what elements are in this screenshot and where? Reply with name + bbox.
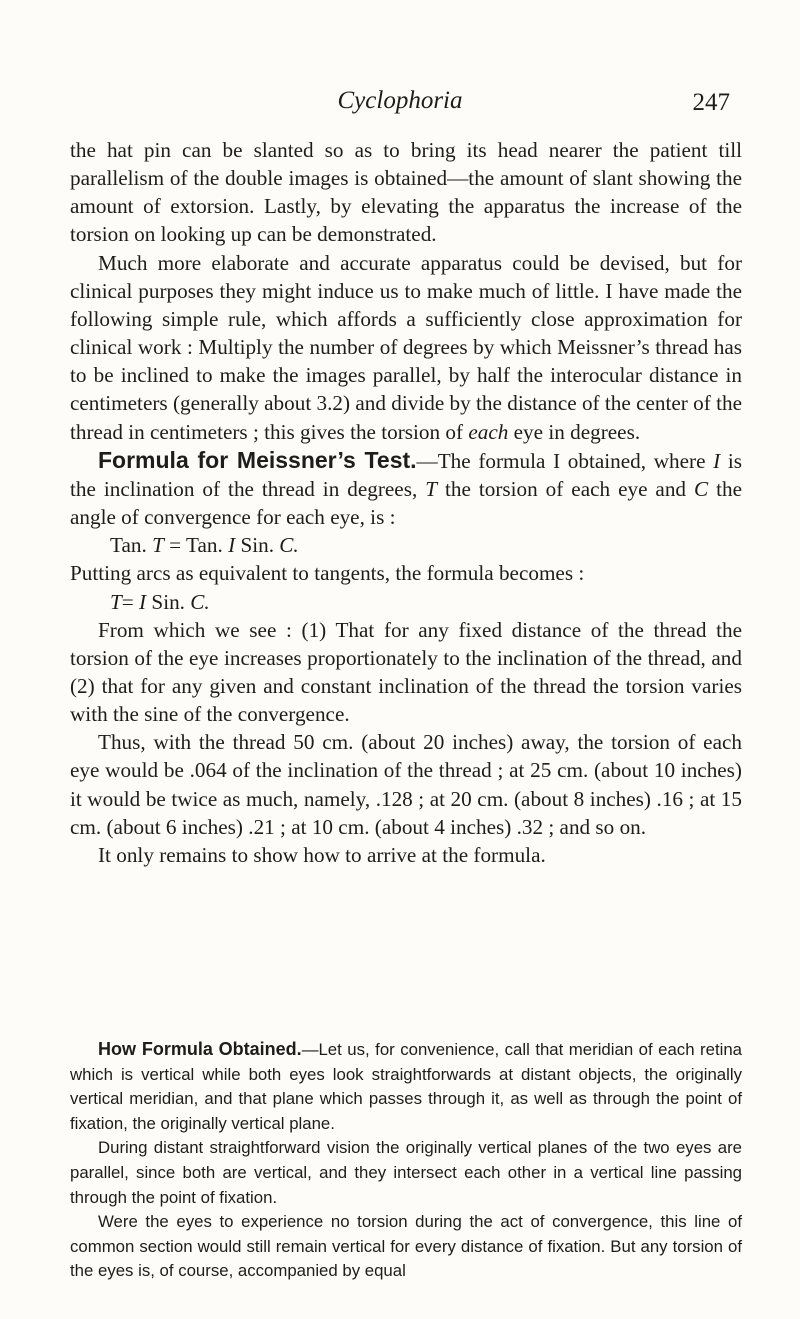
- paragraph-5: From which we see : (1) That for any fixed distance of the thread the torsion of the eye increases proportionately to the inclination of the thread, and (2) that for any given and constant inclination of the thread the torsion varies with the sine of the convergence.: [70, 617, 742, 727]
- small-paragraph-1: [70, 1037, 742, 1136]
- running-head: [0, 84, 800, 120]
- small-print-section: [70, 1037, 742, 1284]
- formula-2-I: I: [139, 589, 147, 614]
- how-obtained-heading: How Formula Obtained.: [98, 1039, 302, 1059]
- small-paragraph-1-text: —Let us, for convenience, call that meridian of each retina which is vertical while both eyes look straightforwards at distant objects, the originally vertical meridian, and that plane which passes through it, as well as through the point of fixation, the originally vertical plane.: [70, 1040, 743, 1133]
- paragraph-2: [70, 249, 742, 446]
- formula-1-equals-tan: = Tan.: [169, 533, 223, 558]
- symbol-I: I: [713, 448, 721, 473]
- paragraph-2-end: eye in degrees.: [513, 419, 641, 444]
- paragraph-3-text-a: —The formula I obtained, where: [416, 448, 706, 473]
- paragraph-3-text-b: is the inclination of the thread in degrees,: [70, 448, 743, 501]
- formula-2-T: T: [110, 589, 122, 614]
- paragraph-3-text-c: the torsion of each eye and: [445, 476, 687, 501]
- body-text: [70, 136, 742, 869]
- symbol-T: T: [425, 476, 438, 501]
- paragraph-3-text-d: the angle of convergence for each eye, is :: [70, 476, 742, 530]
- paragraph-6: Thus, with the thread 50 cm. (about 20 inches) away, the torsion of each eye would be .064 of the inclination of the thread ; at 25 cm. (about 10 inches) it would be twice as much, namely, .128 ; at 20 cm. (about 8 inches) .16 ; at 15 cm. (about 6 inches) .21 ; at 10 cm. (about 4 inches) .32 ; and so on.: [70, 730, 742, 839]
- paragraph-1: the hat pin can be slanted so as to bring its head nearer the patient till parallelism of the double images is obtained—the amount of slant showing the amount of extorsion. Lastly, by elevating the apparatus the increase of the torsion on looking up can be demonstrated.: [70, 138, 742, 247]
- formula-1-C: C.: [279, 533, 299, 558]
- symbol-C: C: [694, 476, 709, 501]
- formula-1-T: T: [152, 533, 164, 558]
- formula-1-sin: Sin.: [240, 533, 274, 558]
- formula-tangent: [70, 531, 742, 559]
- formula-2-equals: =: [121, 589, 134, 614]
- formula-1-I: I: [228, 533, 236, 558]
- formula-1-tan: Tan.: [110, 533, 147, 558]
- paragraph-4: Putting arcs as equivalent to tangents, the formula becomes :: [70, 561, 585, 586]
- formula-arc: [70, 588, 742, 616]
- running-title: Cyclophoria: [337, 87, 463, 114]
- page-number: 247: [692, 89, 730, 116]
- paragraph-2-main: Much more elaborate and accurate apparatus could be devised, but for clinical purposes they might induce us to make much of little. I have made the following simple rule, which affords a sufficiently close approximation for clinical work : Multiply the number of degrees by which Meissner’s thread has to be inclined to make the images parallel, by half the interocular distance in centimeters (generally about 3.2) and divide by the distance of the center of the thread in centimeters ; this gives the torsion of: [70, 250, 742, 444]
- paragraph-2-emphasis: each: [468, 419, 509, 444]
- small-paragraph-3: Were the eyes to experience no torsion during the act of convergence, this line of common section would still remain vertical for every distance of fixation. But any torsion of the eyes is, of course, accompanied by equal: [70, 1212, 742, 1281]
- formula-heading: Formula for Meissner’s Test.: [98, 446, 417, 473]
- paragraph-3: [70, 446, 742, 531]
- small-paragraph-2: During distant straightforward vision the originally vertical planes of the two eyes are parallel, since both are vertical, and they intersect each other in a vertical line passing through the point of fixation.: [70, 1138, 742, 1207]
- paragraph-7: It only remains to show how to arrive at the formula.: [98, 842, 546, 867]
- formula-2-sin: Sin.: [151, 589, 185, 614]
- formula-2-C: C.: [190, 589, 210, 614]
